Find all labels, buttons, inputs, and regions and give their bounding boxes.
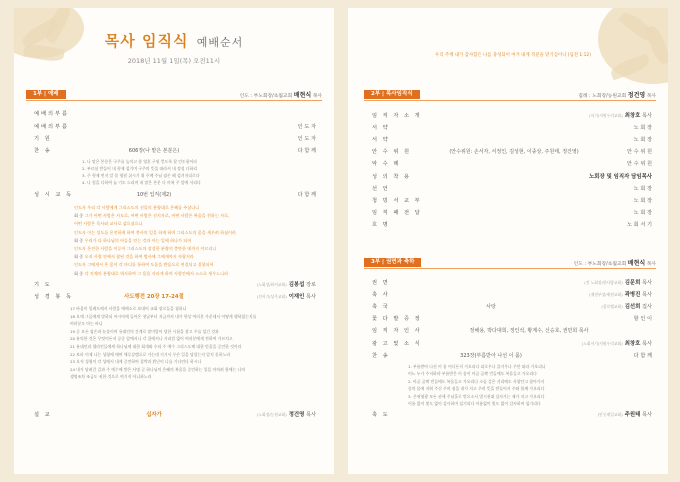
order-row: 청 빙 서 교 부 노 회 장 [372, 197, 652, 204]
order-row: 임 직 자 소 개 (서기/지원우리교회) 최창호 목사 [372, 112, 652, 120]
order-row: 예배의부름 인 도 자 [34, 123, 316, 130]
program-header [14, 30, 334, 65]
order-row: 성 시 교 독 10번 입직(제2) 다 함 께 [34, 191, 316, 198]
order-row: 성 의 착 용 노회장 및 임직자 담임목사 [372, 173, 652, 181]
order-row: 권 면 (전 노회장/한사랑교회) 김문희 목사 [372, 279, 652, 287]
order-row: 기 도 (노회장/하서교회) 김봉섭 장로 [34, 281, 316, 289]
order-row: 찬 송 606장(나 맡은 본분은) 다 함 께 [34, 147, 316, 154]
section-badge: 3부 | 권면과 축하 [364, 258, 421, 267]
divider [26, 100, 322, 101]
hymn-lyrics: 1. 나 맡은 본분은 구주를 높이고 뭇 영혼 구원 얻도록 잘 인도함이라 2. 부르심 받들어 내 형제 섬기며 구주의 뜻을 따라서 내 정성 다하리 3. 주 형제 먼저 알 몸 영원 쉬시기 위 주께 주님 겸손 해 섬겨지리로다 4. 나 힘을 다하여 늘 기도 드리며 내 맡은 본분 다 마쳐 주 앞에 서리다 [82, 159, 201, 185]
section-leader: 인도 : 부노회장/초월교회 배현식 목사 [573, 259, 656, 267]
ordination-list [372, 109, 652, 231]
section-badge: 1부 | 예배 [26, 90, 66, 99]
section-leader: 인도 : 부노회장/초월교회 배현식 목사 [239, 91, 322, 99]
section-badge: 2부 | 목사임직식 [364, 90, 420, 99]
order-list-4 [34, 408, 316, 420]
order-list-3 [34, 278, 316, 302]
divider [364, 100, 656, 101]
header-verse: 우리 주께 내가 감사함은 나를 충성되이 여겨 내게 직분을 맡기심이니 (딤전 1:12) [435, 53, 591, 58]
order-row: 호 명 노 회 서 기 [372, 222, 652, 229]
section-2-header [364, 88, 656, 100]
order-row: 서 약 노 회 장 [372, 124, 652, 131]
order-list-2 [34, 188, 316, 200]
responsive-reading: 인도자 우리 각 사람에게 그리스도의 선물의 분량대로 은혜를 주셨나니 회 중 그가 어떤 사람은 사도로, 어떤 사람은 선지자로, 어떤 사람은 복음을 전하는 자로, 어떤 사람은 목사와 교사로 삼으셨으니 인도자 이는 성도를 온전하게 하여 봉사의 일을 하게 하며 그리스도의 몸을 세우려 하심이라 회 중 우리가 다 하나님의 아들을 믿는 것과 아는 일에 하나가 되어 인도자 온전한 사람을 이루어 그리스도의 장성한 분량의 충만한 데까지 이르리니 회 중 오직 사랑 안에서 참된 것을 하여 범사에 그에게까지 자랄지라 인도자 그에게서 온 몸이 각 마디를 통하여 도움을 받음으로 연결되고 결합되어 회 중 각 지체의 분량대로 역사하여 그 몸을 자라게 하며 사랑안에서 스스로 세우느니라 [74, 205, 236, 276]
benediction-list [372, 408, 652, 420]
order-row: 꽃 다 발 증 정 할 인 이 [372, 316, 652, 323]
scripture-text: 17 바울이 밀레도에서 사람을 에베소로 보내어 교회 장로들을 청하니 18 오매 그들에게 말하되 아시아에 들어온 첫날부터 지금까지 내가 항상 여러분 가운데서 어떻게 행하였는지를 여러분도 아는 바니 19 곧 모든 겸손과 눈물이며 유대인의 간계로 말미암아 당한 시험을 참고 주를 섬긴 것과 20 유익한 것은 무엇이든지 공중 앞에서나 각 집에서나 거리낌 없이 여러분에게 전하여 가르치고 21 유대인과 헬라인들에게 하나님께 대한 회개와 우리 주 예수 그리스도께 대한 믿음을 증언한 것이라 22 보라 이제 나는 성령에 매여 예루살렘으로 가는데 거기서 무슨 일을 당할는지 알지 못하노라 23 오직 성령이 각 성에서 내게 증언하여 결박과 환난이 나를 기다린다 하시나 24 내가 달려갈 길과 주 예수께 받은 사명 곧 하나님의 은혜의 복음을 증언하는 일을 마치려 함에는 나의 생명조차 조금도 귀한 것으로 여기지 아니하노라 [70, 306, 257, 380]
order-list-1 [34, 120, 316, 157]
order-row: 축 국 사랑 (할로벨교회) 김선희 집사 [372, 303, 652, 311]
order-row: 축 도 (안동제일교회) 주원태 목사 [372, 411, 652, 419]
order-row: 기 원 인 도 자 [34, 135, 316, 142]
divider [364, 268, 656, 269]
order-row: 임 직 자 인 사 정해용, 박다대희, 정인석, 황계수, 신승호, 권민희 목사 [372, 328, 589, 335]
order-row: 예배의부름 [34, 110, 70, 117]
service-date: 2018년 11월 1일(목) 오전11시 [127, 57, 221, 65]
order-row: 찬 송 323장(부름받아 나선 이 몸) 다 함 께 [372, 352, 652, 359]
order-row: 설 교 십자가 (노회장/능원교회) 정건영 목사 [34, 411, 316, 419]
hymn-lyrics: 1. 부름받아 나선 이 몸 어디든지 가오리다 괴로우나 즐거우나 주만 따라 가오리니 어느 누가 주저하랴 부름받은 이 몸이 아골 골짝 빈들에도 복음들고 가오리다 2. 아골 골짝 빈들에도 복음들고 가오리다 소돔 같은 거리에도 사랑안고 찾아가서 종의 몸에 지워 주신 주의 짐을 내가 지고 주의 뜻을 받들어서 주와 함께 가오리다 3. 존귀영광 모든 권세 주님홀로 받으소서 멸시천대 십자가는 제가 지고 가오리다 이름 없이 빛도 없이 감사하며 섬기리다 이름없이 빛도 없이 감사하며 섬기리다 [408, 364, 546, 407]
left-page [14, 8, 334, 474]
order-row: 임 직 패 전 달 노 회 장 [372, 210, 652, 217]
section-leader: 집례 : 노회장/능원교회 정건영 목사 [578, 91, 656, 99]
order-row: 축 사 (재정부장/재현교회) 곽병진 목사 [372, 291, 652, 299]
exhortation-list [372, 276, 652, 361]
page-title: 목사 임직식 예배순서 [104, 32, 244, 50]
order-intro [34, 107, 316, 119]
section-1-header [26, 88, 322, 100]
order-row: 악 수 례 안 수 위 원 [372, 161, 652, 168]
right-page [348, 8, 668, 474]
order-row: 성 경 봉 독 사도행전 20장 17-24절 (전서기/상주교회) 이재인 목사 [34, 293, 316, 301]
section-3-header [364, 256, 656, 268]
order-row: 안 수 위 원 (안수위원: 손서자, 서정인, 김성현, 이종상, 주원태, 정건영) 안 수 위 원 [372, 149, 652, 156]
order-row: 광 고 및 소 식 (노회서기/지원우리교회) 최창호 목사 [372, 340, 652, 348]
order-row: 선 언 노 회 장 [372, 185, 652, 192]
order-row: 서 약 노 회 장 [372, 136, 652, 143]
